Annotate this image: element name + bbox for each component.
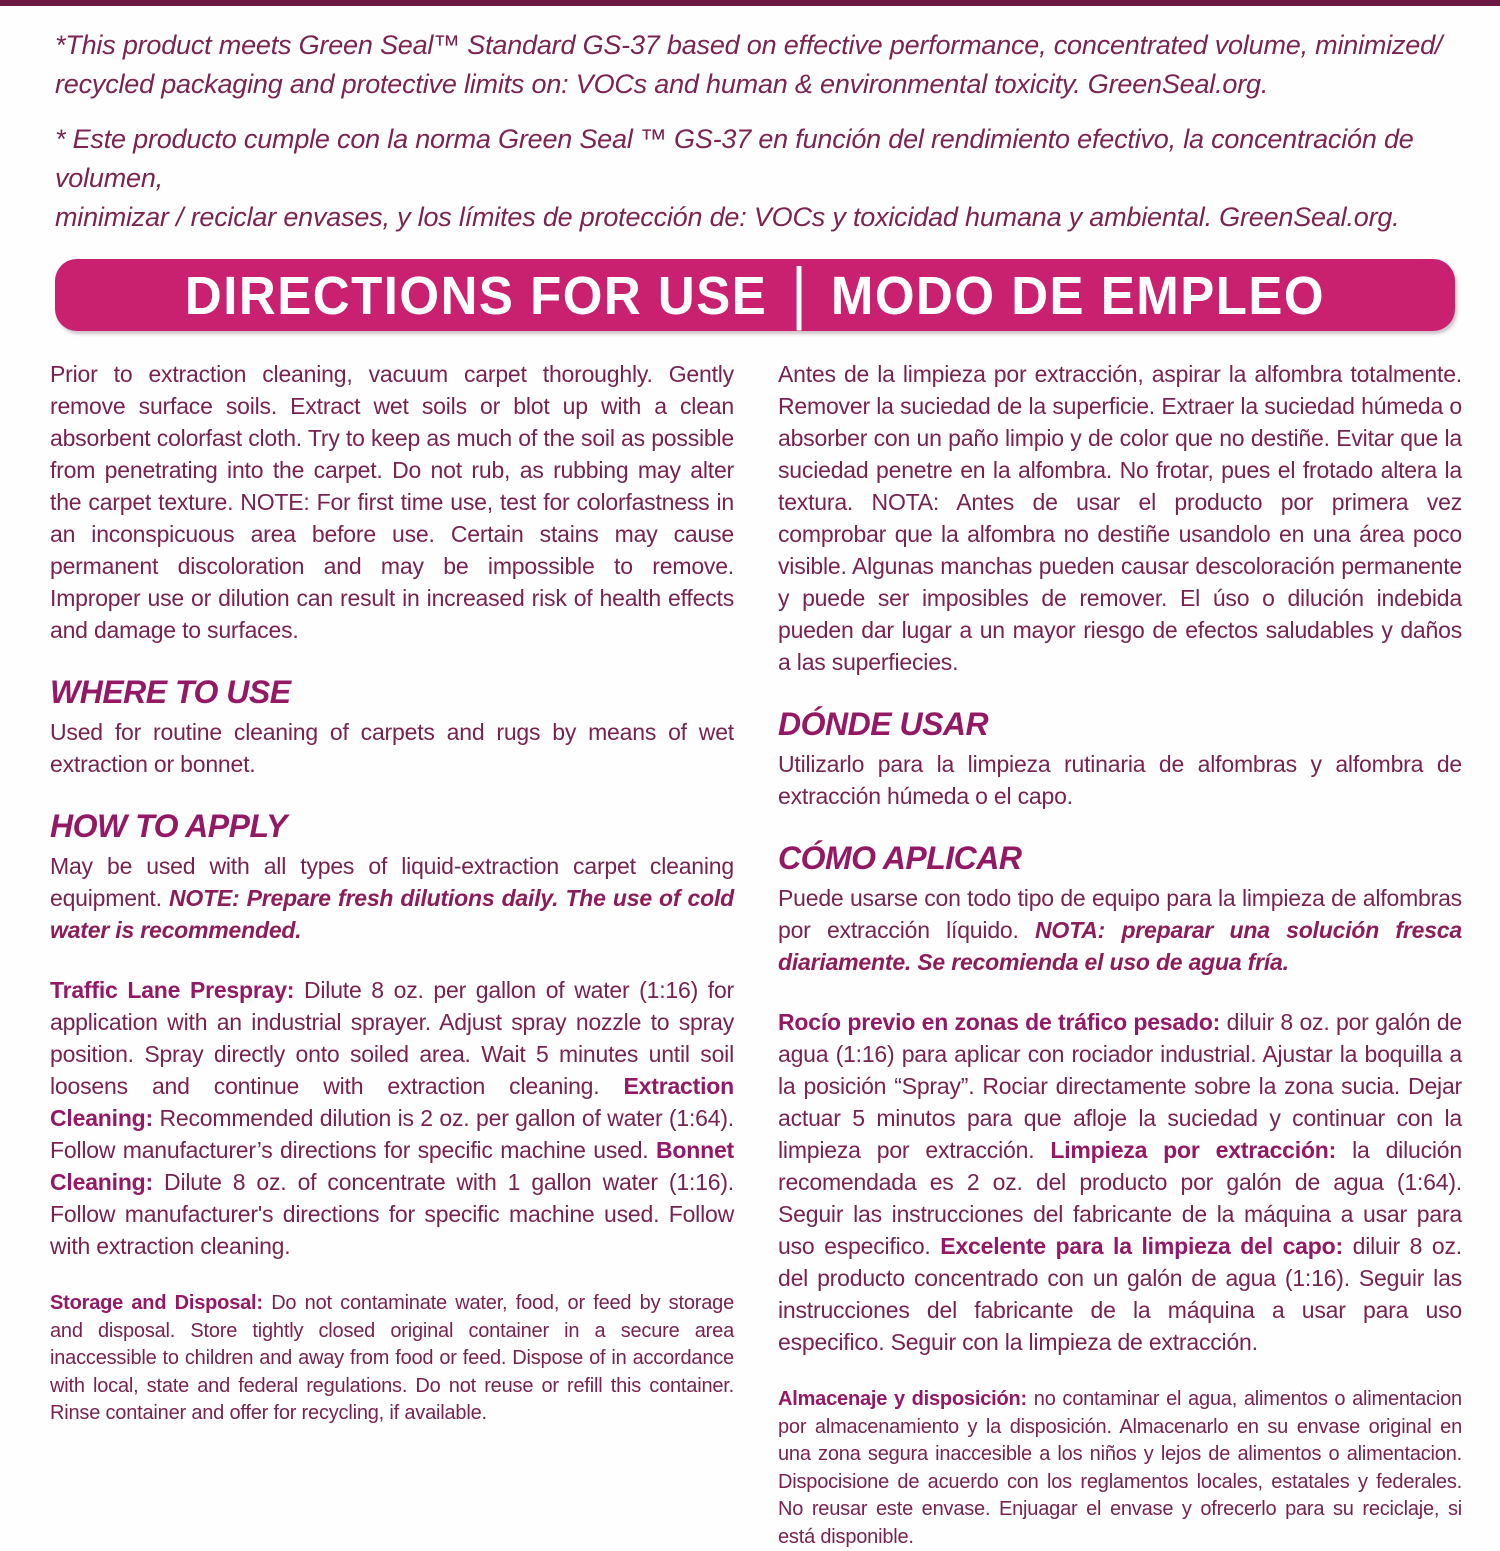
how-to-apply-heading: HOW TO APPLY: [50, 808, 287, 844]
english-intro-paragraph: Prior to extraction cleaning, vacuum carpet thoroughly. Gently remove surface soils. Extract wet soils or blot up with a clean absorbent colorfast cloth. Try to keep as much of the soil as possible from penetrating into the carpet. Do not rub, as rubbing may alter the carpet texture. NOTE: For first time use, test for colorfastness in an inconspicuous area before use. Certain stains may cause permanent discoloration and may be impossible to remove. Improper use or dilution can result in increased risk of health effects and damage to surfaces.: [50, 361, 734, 643]
how-to-apply-note: NOTE: Prepare fresh dilutions daily. The use of cold water is recommended.: [50, 885, 734, 943]
rocio-previo-lead: Rocío previo en zonas de tráfico pesado:: [778, 1009, 1221, 1035]
rocio-previo-text: diluir 8 oz. por galón de agua (1:16) para aplicar con rociador industrial. Ajustar la boquilla a la posición “Spray”. Rociar directamente sobre la zona sucia. Dejar actuar 5 minutos para que afloje la suciedad y continuar con la limpieza por extracción.: [778, 1009, 1462, 1163]
extraction-cleaning-text: Recommended dilution is 2 oz. per gallon of water (1:64). Follow manufacturer’s directions for specific machine used.: [50, 1105, 734, 1163]
almacenaje-disposicion-text: no contaminar el agua, alimentos o alimentacion por almacenamiento y la disposición. Almacenarlo en su envase original en una zona segura inaccesible a los niños y lejos de alimentos o alimentacion. Dispocisione de acuerdo con los reglamentos locales, estatales y federales. No reusar este envase. Enjuagar el envase y ofrecerlo para su reciclaje, si está disponible.: [778, 1388, 1462, 1548]
directions-for-use-banner: [55, 253, 1455, 331]
application-paragraph-english: [50, 974, 734, 1262]
how-to-apply-paragraph: [50, 850, 734, 946]
banner-divider-bar: |: [791, 253, 807, 331]
english-column: [50, 358, 734, 1551]
green-seal-note-english-line-2: recycled packaging and protective limits on: VOCs and human & environmental toxicity. GreenSeal.org.: [55, 69, 1269, 99]
traffic-lane-prespray-lead: Traffic Lane Prespray:: [50, 977, 295, 1003]
green-seal-note-spanish-line-2: minimizar / reciclar envases, y los límites de protección de: VOCs y toxicidad humana y ambiental. GreenSeal.org.: [55, 202, 1400, 232]
storage-disposal-lead: Storage and Disposal:: [50, 1292, 263, 1314]
donde-usar-heading: DÓNDE USAR: [778, 706, 989, 742]
almacenaje-disposicion-paragraph: [778, 1386, 1462, 1551]
green-seal-note-english: [55, 26, 1455, 104]
where-to-use-heading: WHERE TO USE: [50, 674, 291, 710]
donde-usar-paragraph: Utilizarlo para la limpieza rutinaria de alfombras y alfombra de extracción húmeda o el capo.: [778, 751, 1462, 809]
how-to-apply-text: May be used with all types of liquid-extraction carpet cleaning equipment.: [50, 853, 734, 911]
application-paragraph-spanish: [778, 1006, 1462, 1358]
green-seal-note-spanish-line-1: * Este producto cumple con la norma Green Seal ™ GS-37 en función del rendimiento efectivo, la concentración de volumen,: [55, 124, 1414, 193]
top-edge-strip: [0, 0, 1500, 6]
como-aplicar-note: NOTA: preparar una solución fresca diariamente. Se recomienda el uso de agua fría.: [778, 917, 1462, 975]
where-to-use-paragraph: Used for routine cleaning of carpets and rugs by means of wet extraction or bonnet.: [50, 719, 734, 777]
directions-columns: [50, 358, 1462, 1551]
limpieza-extraccion-text: la dilución recomendada es 2 oz. del producto por galón de agua (1:64). Seguir las instrucciones del fabricante de la máquina a usar para uso especifico.: [778, 1137, 1462, 1259]
traffic-lane-prespray-text: Dilute 8 oz. per gallon of water (1:16) for application with an industrial sprayer. Adjust spray nozzle to spray position. Spray directly onto soiled area. Wait 5 minutes until soil loosens and continue with extraction cleaning.: [50, 977, 734, 1099]
banner-title-english: DIRECTIONS FOR USE: [184, 265, 768, 325]
limpieza-extraccion-lead: Limpieza por extracción:: [1050, 1137, 1337, 1163]
storage-disposal-text: Do not contaminate water, food, or feed by storage and disposal. Store tightly closed original container in a secure area inaccessible to children and away from food or feed. Dispose of in accordance with local, state and federal regulations. Do not reuse or refill this container. Rinse container and offer for recycling, if available.: [50, 1292, 734, 1424]
storage-disposal-paragraph: [50, 1290, 734, 1428]
almacenaje-disposicion-lead: Almacenaje y disposición:: [778, 1388, 1028, 1410]
limpieza-capo-lead: Excelente para la limpieza del capo:: [940, 1233, 1343, 1259]
spanish-column: [778, 358, 1462, 1551]
bonnet-cleaning-lead: Bonnet Cleaning:: [50, 1137, 734, 1195]
green-seal-note-english-line-1: *This product meets Green Seal™ Standard GS-37 based on effective performance, concentrated volume, minimized/: [55, 30, 1443, 60]
green-seal-note-spanish: [55, 120, 1455, 237]
bonnet-cleaning-text: Dilute 8 oz. of concentrate with 1 gallon water (1:16). Follow manufacturer's directions for specific machine used. Follow with extraction cleaning.: [50, 1169, 734, 1259]
como-aplicar-text: Puede usarse con todo tipo de equipo para la limpieza de alfombras por extracción líquido.: [778, 885, 1462, 943]
como-aplicar-paragraph: [778, 882, 1462, 978]
banner-title-spanish: MODO DE EMPLEO: [830, 265, 1326, 325]
extraction-cleaning-lead: Extraction Cleaning:: [50, 1073, 734, 1131]
limpieza-capo-text: diluir 8 oz. del producto concentrado con un galón de agua (1:16). Seguir las instrucciones del fabricante de la máquina a usar para uso especifico. Seguir con la limpieza de extracción.: [778, 1233, 1462, 1355]
como-aplicar-heading: CÓMO APLICAR: [778, 840, 1022, 876]
spanish-intro-paragraph: Antes de la limpieza por extracción, aspirar la alfombra totalmente. Remover la suciedad de la superficie. Extraer la suciedad húmeda o absorber con un paño limpio y de color que no destiñe. Evitar que la suciedad penetre en la alfombra. No frotar, pues el frotado altera la textura. NOTA: Antes de usar el producto por primera vez comprobar que la alfombra no destiñe usandolo en una área poco visible. Algunas manchas pueden causar descoloración permanente y puede ser imposibles de remover. El úso o dilución indebida pueden dar lugar a un mayor riesgo de efectos saludables y daños a las superfiecies.: [778, 361, 1462, 675]
